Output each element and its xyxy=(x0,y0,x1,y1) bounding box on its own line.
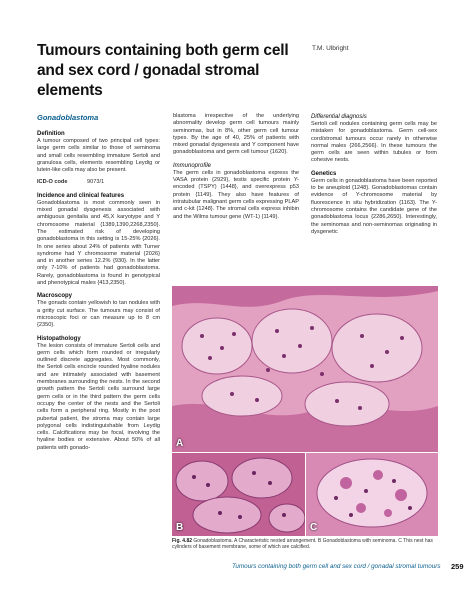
panel-label-a: A xyxy=(176,438,184,449)
column-1 xyxy=(37,130,160,452)
panel-label-b: B xyxy=(176,522,184,533)
histology-image-b xyxy=(172,453,305,536)
incidence-text: Gonadoblastoma is most commonly seen in mixed gonadal dysgenesis associated with ambiguous genitalia and 45,X karyotype and Y chromosome material {1389,1390,2268,2350}. The estimated risk of developing gonadoblastoma in this setting is 15-25% {2026}. In one series about 24% of patients with Turner syndrome had Y chromosome material {2026} and in another series 12.2% {930}. In the latter only 7-10% of patients had gonadoblastoma. Rarely, gonadoblastoma is found in genotypical and phenotypical males {413,2350}. xyxy=(37,199,160,287)
column-2 xyxy=(173,113,299,221)
histopathology-text: The lesion consists of immature Sertoli cells and germ cells which form rounded or irregularly outlined discrete aggregates. Most commonly, the Sertoli cells encircle rounded hyaline nodules and are intimately associated with basement membranes surrounding the nests. In the second growth pattern the Sertoli cells surround large germ cells or in the third pattern the germ cells occupy the center of the nests and the Sertoli cells form a peripheral ring. Mostly in the post pubertal patient, the stroma may contain large polygonal cells indistinguishable from Leydig cells. Calcifications may be focal, involving the hyaline bodies or extensive. About 50% of all patients with gonado- xyxy=(37,342,160,451)
differential-text: Sertoli cell nodules containing germ cells may be mistaken for gonadoblastoma. Germ cell-sex cord/stromal tumours occur rarely in otherwise normal males {266,2566}. In these tumours the germ cells are seen within tubules or form cohesive nests. xyxy=(311,121,437,164)
figure-panel-b xyxy=(172,453,305,536)
caption-label: Fig. 4.82 xyxy=(172,538,193,544)
icd-row xyxy=(37,179,160,186)
macroscopy-text: The gonads contain yellowish to tan nodules with a gritty cut surface. The tumours may consist of microscopic foci or can measure up to 8 cm {2350}. xyxy=(37,300,160,329)
histopathology-heading: Histopathology xyxy=(37,335,81,342)
genetics-text: Germ cells in gonadoblastoma have been reported to be aneuploid {1248}. Gonadoblastomas contain evidence of Y-chromosome material by fluorescence in situ hybridization {1163}. The Y-chromosome contains the candidate gene of the gonadoblastoma locus {2286,2650}. Interestingly, the seminomas and non-seminomas originating in dysgenetic xyxy=(311,177,437,235)
incidence-heading: Incidence and clinical features xyxy=(37,192,125,199)
immunoprofile-text: The germ cells in gonadoblastoma express the VASA protein {2929}, testis specific protein Y-encoded (TSPY) {1448}, and overexpress p53 protein {1149}. They also have features of intratubular malignant germ cells expressing PLAP and c-kit {1248}. The stromal cells express inhibin and the Wilms tumour gene (WT-1) {1149}. xyxy=(173,169,299,220)
section-title: Gonadoblastoma xyxy=(37,113,99,122)
author-name: T.M. Ulbright xyxy=(312,45,349,52)
page-title: Tumours containing both germ cell and sex cord / gonadal stromal elements xyxy=(37,42,289,99)
caption-text: Gonadoblastoma. A Characteristic nested arrangement. B Gonadoblastoma with seminoma. C This nest has cylinders of basement membrane, some of which are calcified. xyxy=(172,538,433,551)
figure-panel-a xyxy=(172,286,438,452)
continued-text: blastoma irrespective of the underlying abnormality develop germ cell tumours mainly seminomas, but in 8%, other germ cell tumour types. By the age of 40, 25% of patients with mixed gonadal dysgenesis and Y component have gonadoblastoma and germ cell tumour {1620}. xyxy=(173,113,299,156)
histology-image-c xyxy=(306,453,438,536)
figure-caption xyxy=(172,538,438,551)
genetics-heading: Genetics xyxy=(311,170,337,177)
definition-heading: Definition xyxy=(37,131,65,137)
immunoprofile-heading: Immunoprofile xyxy=(173,162,212,169)
macroscopy-heading: Macroscopy xyxy=(37,293,73,300)
histology-image-a xyxy=(172,286,438,452)
figure-panel-c xyxy=(306,453,438,536)
page-number: 259 xyxy=(451,562,464,571)
differential-heading: Differential diagnosis xyxy=(311,114,367,120)
icd-label: ICD-O code xyxy=(37,179,68,186)
definition-text: A tumour composed of two principal cell types: large germ cells similar to those of seminoma and small cells resembling immature Sertoli and granulosa cells, elements resembling Leydig or lutein-like cells may also be present. xyxy=(37,138,160,174)
panel-label-c: C xyxy=(310,522,318,533)
column-3 xyxy=(311,113,437,236)
icd-value: 9073/1 xyxy=(87,179,105,186)
running-footer: Tumours containing both germ cell and sex cord / gonadal stromal tumours xyxy=(232,563,441,570)
